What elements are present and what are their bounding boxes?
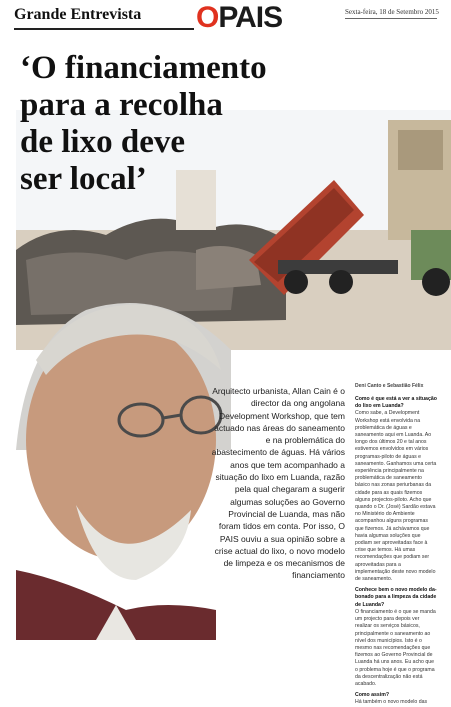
issue-date: Sexta-feira, 18 de Setembro 2015 [345, 8, 439, 16]
answer: Como sabe, a Development Workshop está envolvida na problemática de águas e saneamento aqui em Luanda. Ao longo dos últimos 20 e tal anos estivemos envolvidos em vários programas-piloto de águas e saneamento. Ganhamos uma certa experiência principalmente na problemática de saneamento básico nas zonas periurbanas da cidade para as quais fizemos alguns projectos-piloto. Acho que quando o Dr. (José) Sardão estava no Ministério do Ambiente acompanhou alguns programas que fizemos. Já achávamos que havia algumas soluções que podiam ser aproveitadas face à crise que temos. Há umas recomendações que podiam ser aproveitadas para a implementação deste novo modelo de saneamento. [355, 410, 437, 583]
interview-column [355, 392, 437, 707]
question: Como assim? [355, 692, 390, 699]
answer: O financiamento é o que se manda um projecto para depois ver realizar os serviços básicos, principalmente o saneamento ao nível dos municípios. Isto é o mesmo nas recomendações que fizemos ao Governo Provincial de Luanda há uns anos. Eu acho que o problema hoje é que o programa da descentralização não está acabado. [355, 608, 436, 687]
headline [20, 50, 267, 198]
intro-paragraph: Arquitecto urbanista, Allan Cain é o director da ong angolana Development Workshop, que tem actuado nas áreas do saneamento e na problemática do abastecimento de águas. Há vários anos que tem acompanhado a situação do lixo em Luanda, razão pela qual chegaram a sugerir algumas soluções ao Governo Provincial de Luanda, mas não foram tidos em conta. Por isso, O PAIS ouviu a sua opinião sobre a crise actual do lixo, o novo modelo de limpeza e os mecanismos de financiamento [211, 386, 345, 581]
interviewee-portrait [16, 303, 231, 640]
logo-pais: PAIS [218, 1, 283, 34]
headline-line: de lixo deve [20, 124, 185, 160]
bylines: Deni Canto e Sebastião Félix [355, 383, 424, 389]
answer: Há também o novo modelo das [355, 699, 428, 706]
date-rule [345, 18, 437, 19]
section-rule [14, 28, 194, 30]
newspaper-logo [196, 2, 282, 34]
section-title: Grande Entrevista [14, 6, 142, 23]
headline-line: ‘O financiamento [20, 50, 267, 86]
page-header [0, 0, 451, 36]
logo-o: O [196, 1, 219, 34]
headline-line: para a recolha [20, 87, 223, 123]
question: Conhece bem o novo modelo da-bonado para a limpeza da cidade de Luanda? [355, 587, 437, 608]
question: Como é que está a ver a situação do lixo em Luanda? [355, 396, 437, 410]
headline-line: ser local’ [20, 161, 147, 197]
